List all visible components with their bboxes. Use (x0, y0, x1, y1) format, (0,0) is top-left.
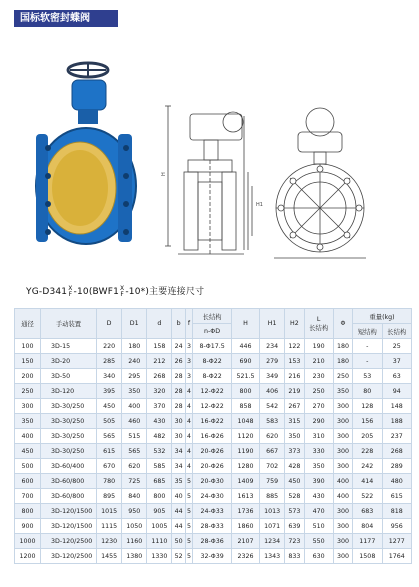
th-h1: H1 (260, 309, 285, 339)
table-cell: 900 (15, 519, 41, 534)
table-cell: 600 (15, 474, 41, 489)
table-cell: 156 (353, 414, 382, 429)
table-row (15, 504, 412, 519)
table-cell: - (353, 354, 382, 369)
table-cell: 100 (15, 339, 41, 354)
table-row (15, 384, 412, 399)
table-cell: 242 (353, 459, 382, 474)
table-cell: 1050 (122, 519, 147, 534)
th-phi: Φ (333, 309, 352, 339)
table-row (15, 369, 412, 384)
table-cell: 8-Φ22 (193, 354, 232, 369)
table-cell: 482 (147, 429, 172, 444)
table-cell: 1230 (97, 534, 122, 549)
table-cell: 44 (172, 519, 185, 534)
table-cell: 400 (333, 489, 352, 504)
frac2-bottom: F (120, 290, 124, 298)
th-l-label: L (316, 315, 321, 323)
table-cell: 205 (353, 429, 382, 444)
spec-table (14, 308, 412, 564)
table-cell: 450 (285, 474, 304, 489)
table-cell: 480 (382, 474, 412, 489)
table-cell: 268 (147, 369, 172, 384)
table-cell: 1115 (97, 519, 122, 534)
table-cell: 702 (260, 459, 285, 474)
table-cell: 630 (304, 549, 333, 564)
dim-h: H (161, 172, 167, 176)
table-cell: 300 (333, 429, 352, 444)
table-cell: 639 (285, 519, 304, 534)
table-cell: 212 (147, 354, 172, 369)
table-cell: 683 (353, 504, 382, 519)
table-cell: 725 (122, 474, 147, 489)
table-cell: 1200 (15, 549, 41, 564)
table-cell: 80 (353, 384, 382, 399)
page-title: 国标软密封蝶阀 (14, 10, 118, 27)
table-cell: 122 (285, 339, 304, 354)
table-cell: 3D-30/250 (41, 429, 97, 444)
frac2-top: X (120, 284, 125, 292)
table-caption (26, 284, 204, 298)
table-cell: 3D-120/2500 (41, 549, 97, 564)
table-cell: 5 (185, 534, 192, 549)
table-cell: 670 (97, 459, 122, 474)
table-cell: 180 (333, 339, 352, 354)
table-cell: 1160 (122, 534, 147, 549)
table-cell: 615 (382, 489, 412, 504)
table-cell: 28-Φ33 (193, 519, 232, 534)
table-cell: 522 (353, 489, 382, 504)
table-row (15, 549, 412, 564)
table-cell: 4 (185, 444, 192, 459)
table-cell: 510 (304, 519, 333, 534)
th-long-struct: 长结构 (193, 309, 232, 324)
table-cell: 620 (260, 429, 285, 444)
table-cell: 414 (353, 474, 382, 489)
table-cell: 840 (122, 489, 147, 504)
table-row (15, 459, 412, 474)
table-cell: 300 (333, 534, 352, 549)
frac-top: X (68, 284, 73, 292)
table-cell: 4 (185, 414, 192, 429)
table-cell: 350 (122, 384, 147, 399)
table-cell: 295 (122, 369, 147, 384)
th-w-short: 短结构 (353, 324, 382, 339)
table-cell: 34 (172, 444, 185, 459)
table-cell: 35 (172, 474, 185, 489)
table-cell: 234 (260, 339, 285, 354)
caption-fraction-1 (68, 286, 72, 298)
table-cell: 373 (285, 444, 304, 459)
table-cell: 1455 (97, 549, 122, 564)
table-cell: 950 (122, 504, 147, 519)
table-cell: 1277 (382, 534, 412, 549)
table-cell: 585 (147, 459, 172, 474)
table-cell: 800 (147, 489, 172, 504)
table-cell: 210 (304, 354, 333, 369)
table-cell: 1048 (231, 414, 259, 429)
table-cell: 5 (185, 519, 192, 534)
table-cell: 250 (15, 384, 41, 399)
caption-prefix: YG-D341 (26, 287, 68, 297)
table-cell: 300 (333, 549, 352, 564)
table-cell: 250 (304, 384, 333, 399)
table-cell: 723 (285, 534, 304, 549)
table-cell: 5 (185, 489, 192, 504)
table-cell: 340 (97, 369, 122, 384)
table-cell: 50 (172, 534, 185, 549)
th-l-sub: 长结构 (309, 324, 329, 332)
table-cell: 532 (147, 444, 172, 459)
table-cell: 759 (260, 474, 285, 489)
table-cell: 818 (382, 504, 412, 519)
table-cell: 25 (382, 339, 412, 354)
table-cell: 1005 (147, 519, 172, 534)
table-cell: 40 (172, 489, 185, 504)
table-cell: 690 (231, 354, 259, 369)
table-cell: 300 (15, 399, 41, 414)
table-cell: 1013 (260, 504, 285, 519)
table-cell: 428 (285, 459, 304, 474)
table-cell: 505 (97, 414, 122, 429)
table-cell: 300 (333, 399, 352, 414)
frac-bottom: F (68, 290, 73, 298)
side-view-drawing (165, 106, 252, 256)
table-cell: 905 (147, 504, 172, 519)
table-cell: 240 (122, 354, 147, 369)
table-cell: 3 (185, 369, 192, 384)
table-cell: 220 (97, 339, 122, 354)
table-row (15, 519, 412, 534)
table-cell: 3D-15 (41, 339, 97, 354)
table-cell: 52 (172, 549, 185, 564)
table-cell: 20-Φ26 (193, 459, 232, 474)
valve-photo (36, 63, 136, 244)
table-cell: 24-Φ30 (193, 489, 232, 504)
table-row (15, 414, 412, 429)
table-cell: 450 (15, 444, 41, 459)
th-b: b (172, 309, 185, 339)
table-cell: 390 (304, 474, 333, 489)
table-cell: 200 (15, 369, 41, 384)
table-cell: 300 (333, 414, 352, 429)
table-cell: 268 (382, 444, 412, 459)
table-cell: 310 (304, 429, 333, 444)
table-cell: 500 (15, 459, 41, 474)
table-cell: 1177 (353, 534, 382, 549)
table-cell: 395 (97, 384, 122, 399)
table-cell: 885 (260, 489, 285, 504)
table-cell: 315 (285, 414, 304, 429)
table-cell: 3D-60/400 (41, 459, 97, 474)
table-cell: 470 (304, 504, 333, 519)
table-cell: 620 (122, 459, 147, 474)
th-h: H (231, 309, 259, 339)
table-cell: 700 (15, 489, 41, 504)
table-cell: 28-Φ36 (193, 534, 232, 549)
table-cell: 350 (285, 429, 304, 444)
table-cell: 94 (382, 384, 412, 399)
th-device: 手动装置 (41, 309, 97, 339)
table-cell: 270 (304, 399, 333, 414)
table-cell: 1234 (260, 534, 285, 549)
table-cell: 406 (260, 384, 285, 399)
th-l (304, 309, 333, 339)
table-cell: 12-Φ22 (193, 399, 232, 414)
table-cell: 230 (304, 369, 333, 384)
table-cell: 16-Φ26 (193, 429, 232, 444)
table-cell: 180 (333, 354, 352, 369)
table-cell: - (353, 339, 382, 354)
table-cell: 267 (285, 399, 304, 414)
table-cell: 3D-50 (41, 369, 97, 384)
table-cell: 4 (185, 459, 192, 474)
table-cell: 285 (97, 354, 122, 369)
th-h2: H2 (285, 309, 304, 339)
table-cell: 521.5 (231, 369, 259, 384)
dim-h1: H1 (256, 202, 263, 208)
table-cell: 8-Φ22 (193, 369, 232, 384)
table-cell: 3D-120/1500 (41, 504, 97, 519)
table-cell: 565 (97, 429, 122, 444)
table-cell: 53 (353, 369, 382, 384)
spec-table-body (15, 339, 412, 564)
table-cell: 956 (382, 519, 412, 534)
table-cell: 5 (185, 474, 192, 489)
table-cell: 290 (304, 414, 333, 429)
table-cell: 1280 (231, 459, 259, 474)
table-cell: 4 (185, 429, 192, 444)
table-cell: 515 (122, 429, 147, 444)
table-cell: 1015 (97, 504, 122, 519)
table-cell: 5 (185, 504, 192, 519)
th-d-small: d (147, 309, 172, 339)
table-cell: 1409 (231, 474, 259, 489)
table-cell: 573 (285, 504, 304, 519)
table-cell: 219 (285, 384, 304, 399)
table-cell: 400 (122, 399, 147, 414)
table-cell: 667 (260, 444, 285, 459)
table-cell: 3D-30/250 (41, 444, 97, 459)
table-cell: 1764 (382, 549, 412, 564)
table-cell: 188 (382, 414, 412, 429)
table-row (15, 474, 412, 489)
table-cell: 1860 (231, 519, 259, 534)
table-cell: 8-Φ17.5 (193, 339, 232, 354)
table-cell: 237 (382, 429, 412, 444)
table-cell: 28 (172, 399, 185, 414)
table-cell: 430 (147, 414, 172, 429)
table-cell: 400 (333, 474, 352, 489)
table-cell: 20-Φ26 (193, 444, 232, 459)
table-cell: 300 (333, 504, 352, 519)
th-n-phi: n-ΦD (193, 324, 232, 339)
table-cell: 128 (353, 399, 382, 414)
table-cell: 37 (382, 354, 412, 369)
table-cell: 28 (172, 369, 185, 384)
table-cell: 32-Φ39 (193, 549, 232, 564)
table-cell: 528 (285, 489, 304, 504)
table-cell: 216 (285, 369, 304, 384)
th-dn: 通径 (15, 309, 41, 339)
table-cell: 28 (172, 384, 185, 399)
table-cell: 350 (15, 414, 41, 429)
th-d1: D1 (122, 309, 147, 339)
table-cell: 250 (333, 369, 352, 384)
caption-fraction-2 (120, 286, 124, 298)
table-row (15, 339, 412, 354)
table-cell: 3D-20 (41, 354, 97, 369)
table-cell: 1736 (231, 504, 259, 519)
table-row (15, 444, 412, 459)
table-cell: 615 (97, 444, 122, 459)
table-cell: 1380 (122, 549, 147, 564)
table-cell: 26 (172, 354, 185, 369)
table-cell: 685 (147, 474, 172, 489)
table-cell: 3D-120/1500 (41, 519, 97, 534)
th-f: f (185, 309, 192, 339)
table-cell: 460 (122, 414, 147, 429)
table-cell: 565 (122, 444, 147, 459)
table-cell: 4 (185, 399, 192, 414)
table-cell: 1110 (147, 534, 172, 549)
table-cell: 370 (147, 399, 172, 414)
table-cell: 24 (172, 339, 185, 354)
th-w-long: 长结构 (382, 324, 412, 339)
table-cell: 24-Φ33 (193, 504, 232, 519)
table-cell: 300 (333, 444, 352, 459)
table-cell: 5 (185, 549, 192, 564)
table-cell: 148 (382, 399, 412, 414)
table-cell: 3D-60/800 (41, 489, 97, 504)
table-cell: 1343 (260, 549, 285, 564)
table-cell: 1000 (15, 534, 41, 549)
table-cell: 63 (382, 369, 412, 384)
table-row (15, 399, 412, 414)
table-cell: 1120 (231, 429, 259, 444)
table-cell: 1190 (231, 444, 259, 459)
table-cell: 320 (147, 384, 172, 399)
caption-suffix: -10*)主要连接尺寸 (125, 287, 205, 297)
table-cell: 1613 (231, 489, 259, 504)
table-cell: 780 (97, 474, 122, 489)
table-cell: 550 (304, 534, 333, 549)
table-cell: 3D-30/250 (41, 399, 97, 414)
table-cell: 3D-30/250 (41, 414, 97, 429)
table-cell: 30 (172, 429, 185, 444)
table-cell: 542 (260, 399, 285, 414)
th-d: D (97, 309, 122, 339)
table-cell: 895 (97, 489, 122, 504)
table-cell: 3 (185, 339, 192, 354)
table-cell: 800 (15, 504, 41, 519)
table-cell: 228 (353, 444, 382, 459)
table-cell: 833 (285, 549, 304, 564)
table-cell: 1508 (353, 549, 382, 564)
table-cell: 858 (231, 399, 259, 414)
table-row (15, 429, 412, 444)
table-row (15, 489, 412, 504)
table-cell: 450 (97, 399, 122, 414)
table-cell: 2107 (231, 534, 259, 549)
table-cell: 153 (285, 354, 304, 369)
valve-drawings (8, 36, 413, 266)
table-cell: 804 (353, 519, 382, 534)
table-cell: 1330 (147, 549, 172, 564)
table-cell: 446 (231, 339, 259, 354)
table-cell: 400 (15, 429, 41, 444)
table-cell: 20-Φ30 (193, 474, 232, 489)
table-cell: 158 (147, 339, 172, 354)
table-cell: 16-Φ22 (193, 414, 232, 429)
header-bar (0, 0, 419, 34)
caption-mid: -10(BWF1 (73, 287, 120, 297)
table-cell: 190 (304, 339, 333, 354)
table-cell: 1071 (260, 519, 285, 534)
table-cell: 330 (304, 444, 333, 459)
table-cell: 3D-60/800 (41, 474, 97, 489)
th-weight: 重量(kg) (353, 309, 412, 324)
table-cell: 180 (122, 339, 147, 354)
table-cell: 289 (382, 459, 412, 474)
table-cell: 150 (15, 354, 41, 369)
table-cell: 2326 (231, 549, 259, 564)
table-cell: 350 (333, 384, 352, 399)
table-cell: 4 (185, 384, 192, 399)
table-cell: 30 (172, 414, 185, 429)
table-cell: 12-Φ22 (193, 384, 232, 399)
table-cell: 350 (304, 459, 333, 474)
table-cell: 279 (260, 354, 285, 369)
table-cell: 583 (260, 414, 285, 429)
table-cell: 3D-120/2500 (41, 534, 97, 549)
table-cell: 300 (333, 519, 352, 534)
front-view-drawing (274, 108, 366, 258)
table-row (15, 354, 412, 369)
table-cell: 430 (304, 489, 333, 504)
table-cell: 3 (185, 354, 192, 369)
table-row (15, 534, 412, 549)
table-cell: 300 (333, 459, 352, 474)
table-cell: 34 (172, 459, 185, 474)
table-cell: 44 (172, 504, 185, 519)
table-cell: 3D-120 (41, 384, 97, 399)
table-cell: 800 (231, 384, 259, 399)
table-cell: 349 (260, 369, 285, 384)
